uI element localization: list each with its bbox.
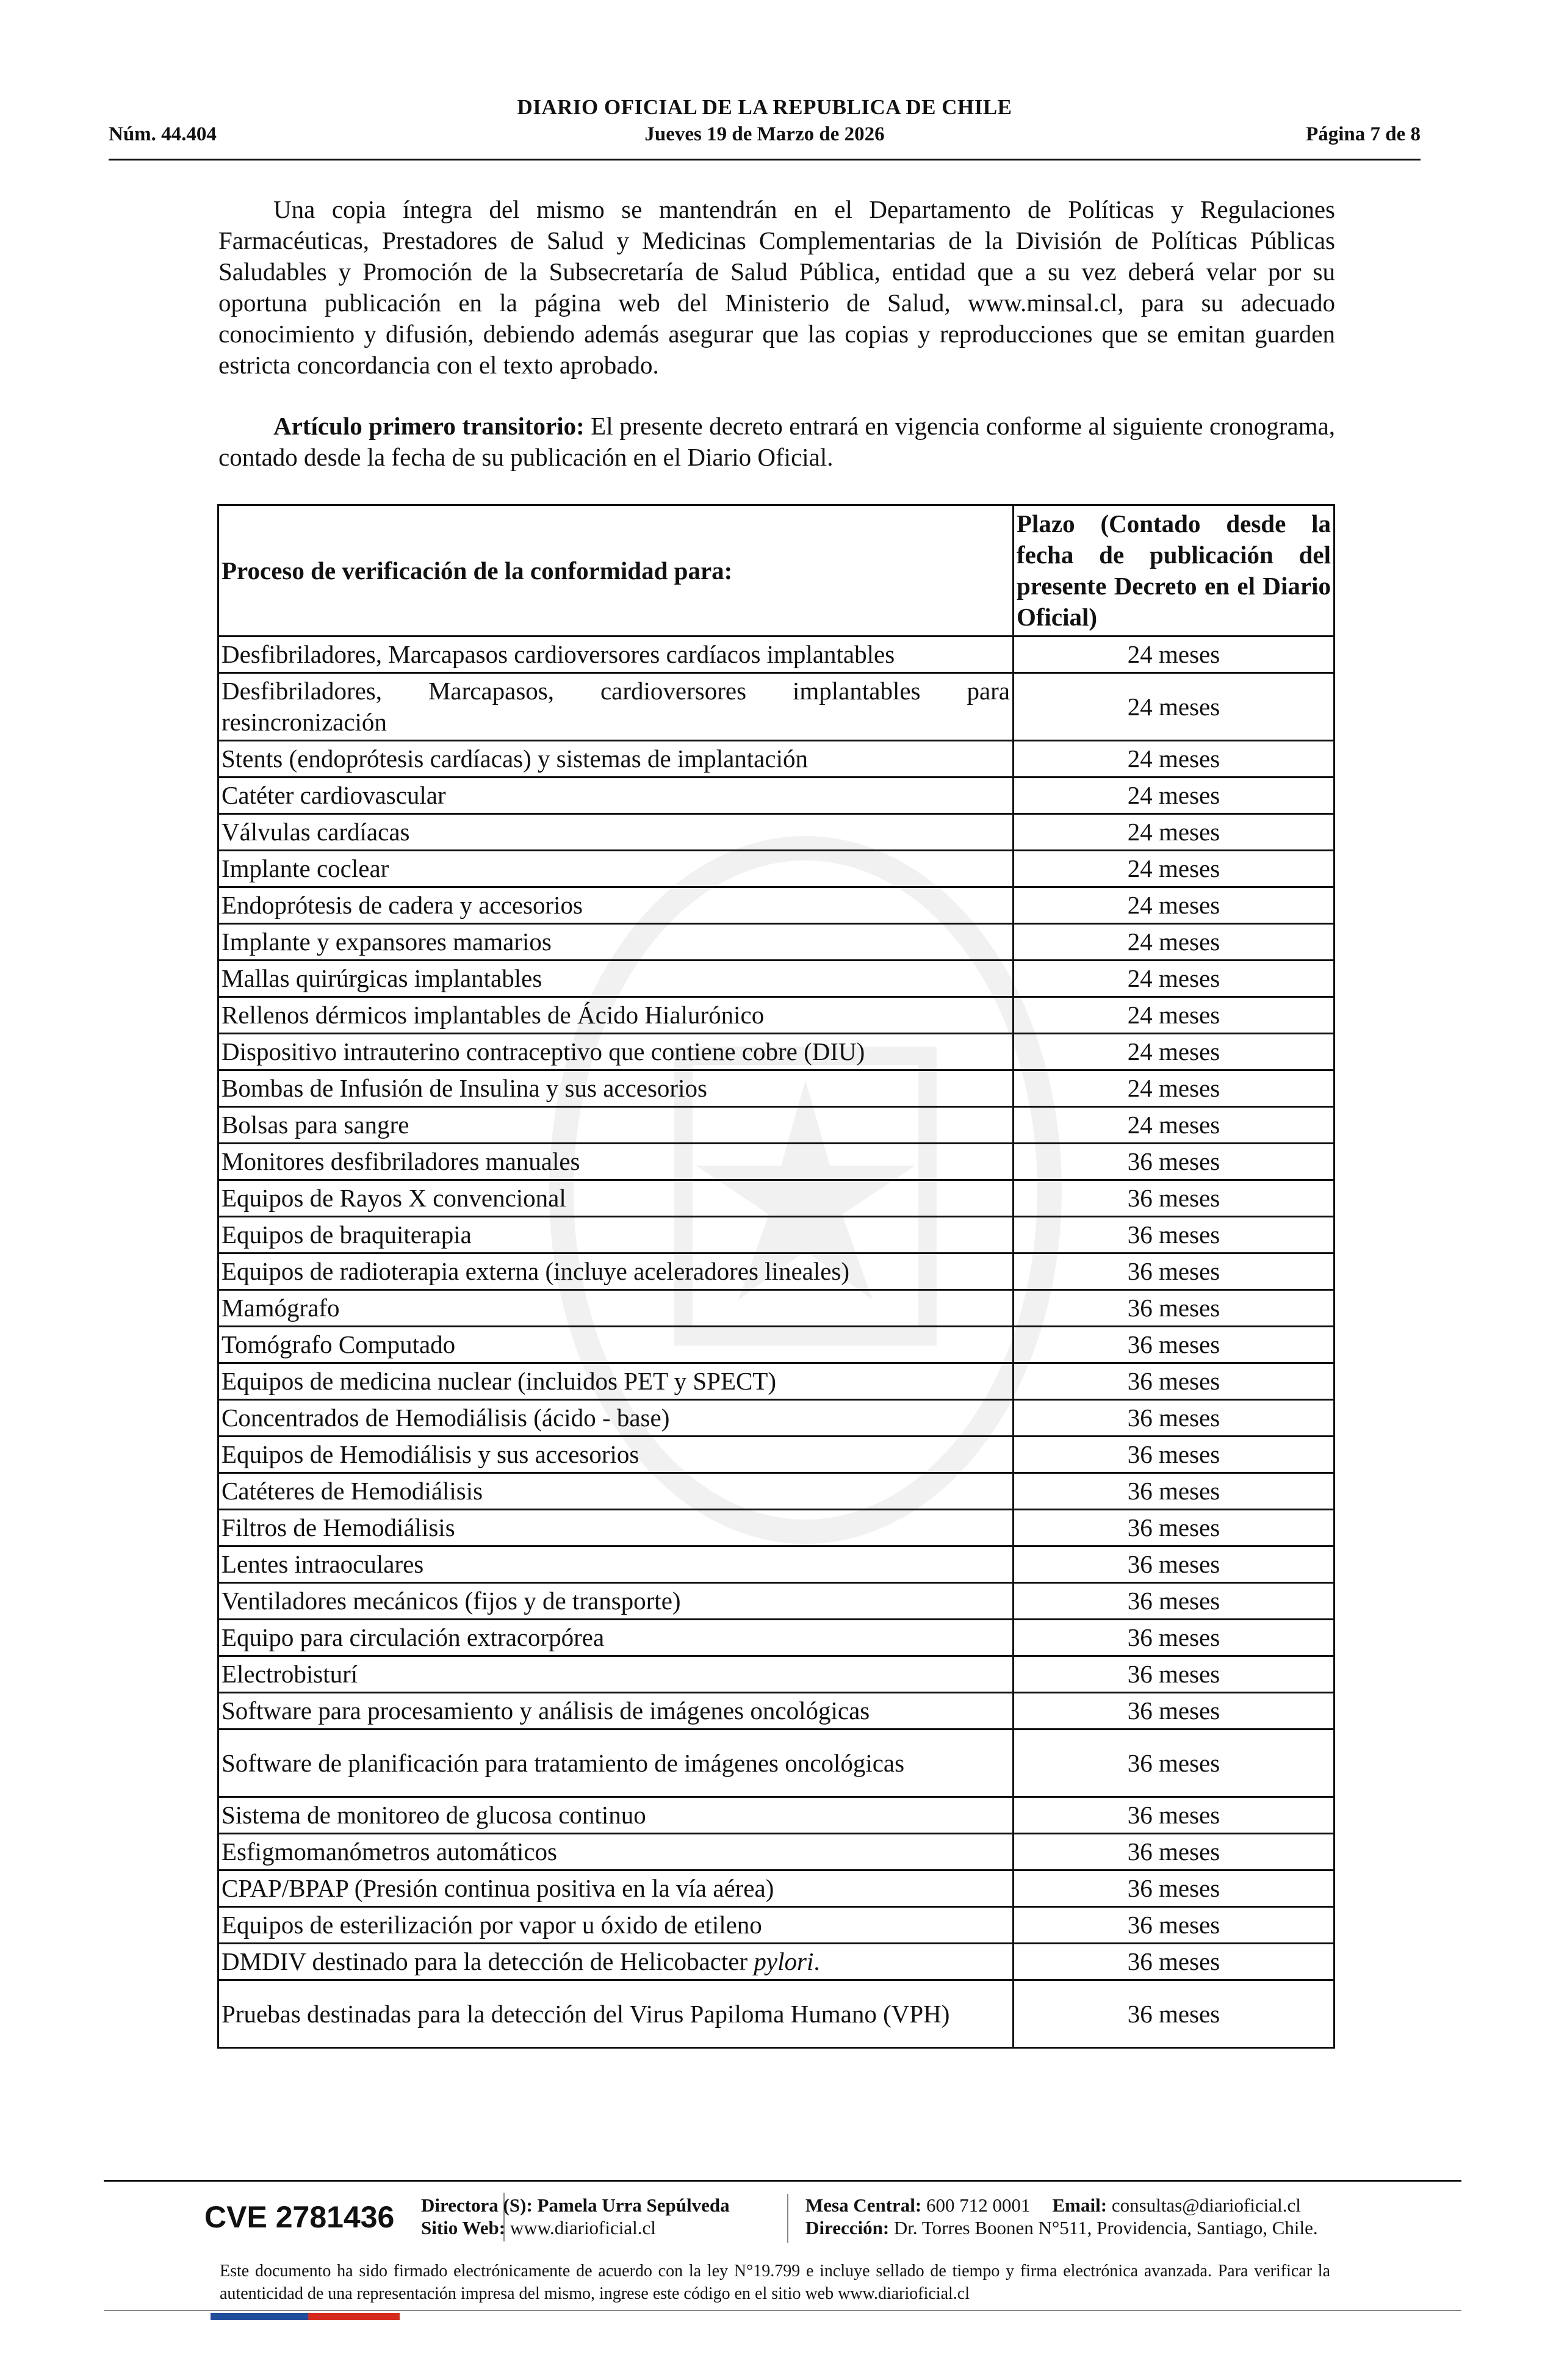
email-link[interactable]: consultas@diarioficial.cl <box>1107 2194 1301 2216</box>
address-line <box>805 2216 1318 2239</box>
address-value: Dr. Torres Boonen N°511, Providencia, Santiago, Chile. <box>889 2217 1318 2238</box>
process-cell: Implante y expansores mamarios <box>218 924 1014 961</box>
term-cell: 36 meses <box>1014 1944 1334 1980</box>
table-row <box>218 1180 1334 1217</box>
paragraph-copy-notice: Una copia íntegra del mismo se mantendrán en el Departamento de Políticas y Regulaciones Farmacéuticas, Prestadores de Salud y Medicinas Complementarias de la División de Políticas Públicas Saludables y Promoción de la Subsecretaría de Salud Pública, entidad que a su vez deberá velar por su oportuna publicación en la página web del Ministerio de Salud, www.minsal.cl, para su adecuado conocimiento y difusión, debiendo además asegurar que las copias y reproducciones que se emitan guarden estricta concordancia con el texto aprobado. <box>218 195 1335 379</box>
process-cell: Tomógrafo Computado <box>218 1327 1014 1363</box>
process-cell: Software para procesamiento y análisis de imágenes oncológicas <box>218 1693 1014 1729</box>
table-row <box>218 1107 1334 1144</box>
issue-date: Jueves 19 de Marzo de 2026 <box>644 123 885 145</box>
cve-code: CVE 2781436 <box>204 2193 505 2241</box>
phone-label: Mesa Central: <box>805 2194 922 2216</box>
website-link[interactable]: www.diarioficial.cl <box>505 2217 656 2238</box>
process-cell: Pruebas destinadas para la detección del Virus Papiloma Humano (VPH) <box>218 1980 1014 2048</box>
process-cell: Rellenos dérmicos implantables de Ácido Hialurónico <box>218 997 1014 1034</box>
phone-value: 600 712 0001 <box>921 2194 1031 2216</box>
process-cell: Equipos de Rayos X convencional <box>218 1180 1014 1217</box>
table-row <box>218 1473 1334 1510</box>
article-label: Artículo primero transitorio: <box>273 412 585 440</box>
process-cell: Implante coclear <box>218 851 1014 887</box>
director: Directora (S): Pamela Urra Sepúlveda <box>421 2194 730 2216</box>
process-cell: Monitores desfibriladores manuales <box>218 1144 1014 1180</box>
table-row <box>218 1870 1334 1907</box>
process-cell: Software de planificación para tratamiento de imágenes oncológicas <box>218 1729 1014 1797</box>
term-cell: 24 meses <box>1014 741 1334 777</box>
table-row <box>218 777 1334 814</box>
footer-contact-right <box>787 2194 1318 2243</box>
header-meta <box>109 123 1421 150</box>
signature-note: Este documento ha sido firmado electrónicamente de acuerdo con la ley N°19.799 e incluye sellado de tiempo y firma electrónica avanzada. Para verificar la autenticidad de una representación impresa del mismo, ingrese este código en el sitio web www.diarioficial.cl <box>220 2262 1330 2303</box>
process-cell: Catéteres de Hemodiálisis <box>218 1473 1014 1510</box>
website-label: Sitio Web: <box>421 2217 506 2238</box>
table-row <box>218 636 1334 673</box>
table-row <box>218 1144 1334 1180</box>
process-cell: Esfigmomanómetros automáticos <box>218 1834 1014 1870</box>
term-cell: 24 meses <box>1014 814 1334 851</box>
process-cell: DMDIV destinado para la detección de Helicobacter pylori. <box>218 1944 1014 1980</box>
term-cell: 24 meses <box>1014 1107 1334 1144</box>
term-cell: 36 meses <box>1014 1980 1334 2048</box>
table-row <box>218 1253 1334 1290</box>
table-row <box>218 1363 1334 1400</box>
table-row <box>218 1907 1334 1944</box>
term-cell: 36 meses <box>1014 1907 1334 1944</box>
table-row <box>218 1437 1334 1473</box>
process-cell: Stents (endoprótesis cardíacas) y sistemas de implantación <box>218 741 1014 777</box>
website-line <box>421 2216 730 2239</box>
newspaper-title: DIARIO OFICIAL DE LA REPUBLICA DE CHILE <box>517 95 1012 119</box>
flag-stripe <box>211 2313 400 2320</box>
term-cell: 36 meses <box>1014 1327 1334 1363</box>
process-cell: Equipos de esterilización por vapor u óxido de etileno <box>218 1907 1014 1944</box>
process-cell: Bolsas para sangre <box>218 1107 1014 1144</box>
term-cell: 36 meses <box>1014 1834 1334 1870</box>
table-row <box>218 1070 1334 1107</box>
process-cell: Válvulas cardíacas <box>218 814 1014 851</box>
page-footer <box>104 2180 1461 2328</box>
process-cell: Equipos de braquiterapia <box>218 1217 1014 1253</box>
address-label: Dirección: <box>805 2217 890 2238</box>
term-cell: 36 meses <box>1014 1510 1334 1546</box>
table-row <box>218 1834 1334 1870</box>
process-cell: Sistema de monitoreo de glucosa continuo <box>218 1797 1014 1834</box>
term-cell: 36 meses <box>1014 1473 1334 1510</box>
phone-email-line <box>805 2194 1318 2216</box>
term-cell: 36 meses <box>1014 1797 1334 1834</box>
table-row <box>218 673 1334 741</box>
email-label: Email: <box>1052 2194 1108 2216</box>
flag-red-segment <box>308 2313 400 2320</box>
term-cell: 24 meses <box>1014 924 1334 961</box>
term-cell: 36 meses <box>1014 1693 1334 1729</box>
table-row <box>218 851 1334 887</box>
term-cell: 24 meses <box>1014 673 1334 741</box>
footer-divider <box>104 2310 1461 2311</box>
term-cell: 36 meses <box>1014 1729 1334 1797</box>
process-cell: Dispositivo intrauterino contraceptivo que contiene cobre (DIU) <box>218 1034 1014 1070</box>
table-row <box>218 1034 1334 1070</box>
table-row <box>218 1797 1334 1834</box>
term-cell: 24 meses <box>1014 851 1334 887</box>
table-row <box>218 1944 1334 1980</box>
term-cell: 36 meses <box>1014 1437 1334 1473</box>
process-cell: Mallas quirúrgicas implantables <box>218 961 1014 997</box>
term-cell: 24 meses <box>1014 887 1334 924</box>
paragraph-transitory-article <box>218 411 1335 473</box>
term-cell: 36 meses <box>1014 1620 1334 1656</box>
term-cell: 24 meses <box>1014 1070 1334 1107</box>
article-text: El presente decreto entrará en vigencia conforme al siguiente cronograma, contado desde la fecha de su publicación en el Diario Oficial. <box>218 412 1335 471</box>
table-row <box>218 1656 1334 1693</box>
term-cell: 36 meses <box>1014 1363 1334 1400</box>
term-cell: 36 meses <box>1014 1400 1334 1437</box>
process-cell: Mamógrafo <box>218 1290 1014 1327</box>
term-cell: 24 meses <box>1014 1034 1334 1070</box>
table-row <box>218 1327 1334 1363</box>
term-cell: 36 meses <box>1014 1290 1334 1327</box>
process-cell: Desfibriladores, Marcapasos cardioversores cardíacos implantables <box>218 636 1014 673</box>
table-row <box>218 961 1334 997</box>
term-cell: 36 meses <box>1014 1180 1334 1217</box>
term-cell: 36 meses <box>1014 1217 1334 1253</box>
footer-contact-left <box>421 2194 730 2239</box>
term-cell: 24 meses <box>1014 961 1334 997</box>
flag-blue-segment <box>211 2313 308 2320</box>
process-cell: Catéter cardiovascular <box>218 777 1014 814</box>
table-row <box>218 1217 1334 1253</box>
table-row <box>218 1583 1334 1620</box>
term-cell: 24 meses <box>1014 777 1334 814</box>
header-process: Proceso de verificación de la conformidad para: <box>218 505 1014 636</box>
term-cell: 36 meses <box>1014 1253 1334 1290</box>
table-header-row <box>218 505 1334 636</box>
table-row <box>218 1693 1334 1729</box>
table-row <box>218 1980 1334 2048</box>
table-row <box>218 1620 1334 1656</box>
process-cell: Endoprótesis de cadera y accesorios <box>218 887 1014 924</box>
process-cell: Equipo para circulación extracorpórea <box>218 1620 1014 1656</box>
term-cell: 24 meses <box>1014 997 1334 1034</box>
term-cell: 36 meses <box>1014 1144 1334 1180</box>
page-header <box>109 92 1421 160</box>
process-cell: Electrobisturí <box>218 1656 1014 1693</box>
table-row <box>218 924 1334 961</box>
process-cell: Lentes intraoculares <box>218 1546 1014 1583</box>
process-cell: Equipos de Hemodiálisis y sus accesorios <box>218 1437 1014 1473</box>
process-cell: Bombas de Infusión de Insulina y sus accesorios <box>218 1070 1014 1107</box>
process-cell: Desfibriladores, Marcapasos, cardioversores implantables para resincronización <box>218 673 1014 741</box>
table-row <box>218 1546 1334 1583</box>
conformity-schedule-table <box>217 504 1335 2049</box>
process-cell: Ventiladores mecánicos (fijos y de transporte) <box>218 1583 1014 1620</box>
table-row <box>218 1290 1334 1327</box>
page-number: Página 7 de 8 <box>1306 123 1421 145</box>
table-row <box>218 1510 1334 1546</box>
term-cell: 36 meses <box>1014 1546 1334 1583</box>
table-row <box>218 814 1334 851</box>
process-cell: Equipos de medicina nuclear (incluidos PET y SPECT) <box>218 1363 1014 1400</box>
process-cell: Filtros de Hemodiálisis <box>218 1510 1014 1546</box>
process-cell: Concentrados de Hemodiálisis (ácido - base) <box>218 1400 1014 1437</box>
issue-number: Núm. 44.404 <box>109 123 217 145</box>
table-row <box>218 887 1334 924</box>
term-cell: 24 meses <box>1014 636 1334 673</box>
term-cell: 36 meses <box>1014 1870 1334 1907</box>
table-row <box>218 741 1334 777</box>
process-cell: CPAP/BPAP (Presión continua positiva en la vía aérea) <box>218 1870 1014 1907</box>
term-cell: 36 meses <box>1014 1583 1334 1620</box>
table-row <box>218 1729 1334 1797</box>
table-row <box>218 997 1334 1034</box>
header-term: Plazo (Contado desde la fecha de publicación del presente Decreto en el Diario Oficial) <box>1014 505 1334 636</box>
process-cell: Equipos de radioterapia externa (incluye aceleradores lineales) <box>218 1253 1014 1290</box>
table-row <box>218 1400 1334 1437</box>
term-cell: 36 meses <box>1014 1656 1334 1693</box>
